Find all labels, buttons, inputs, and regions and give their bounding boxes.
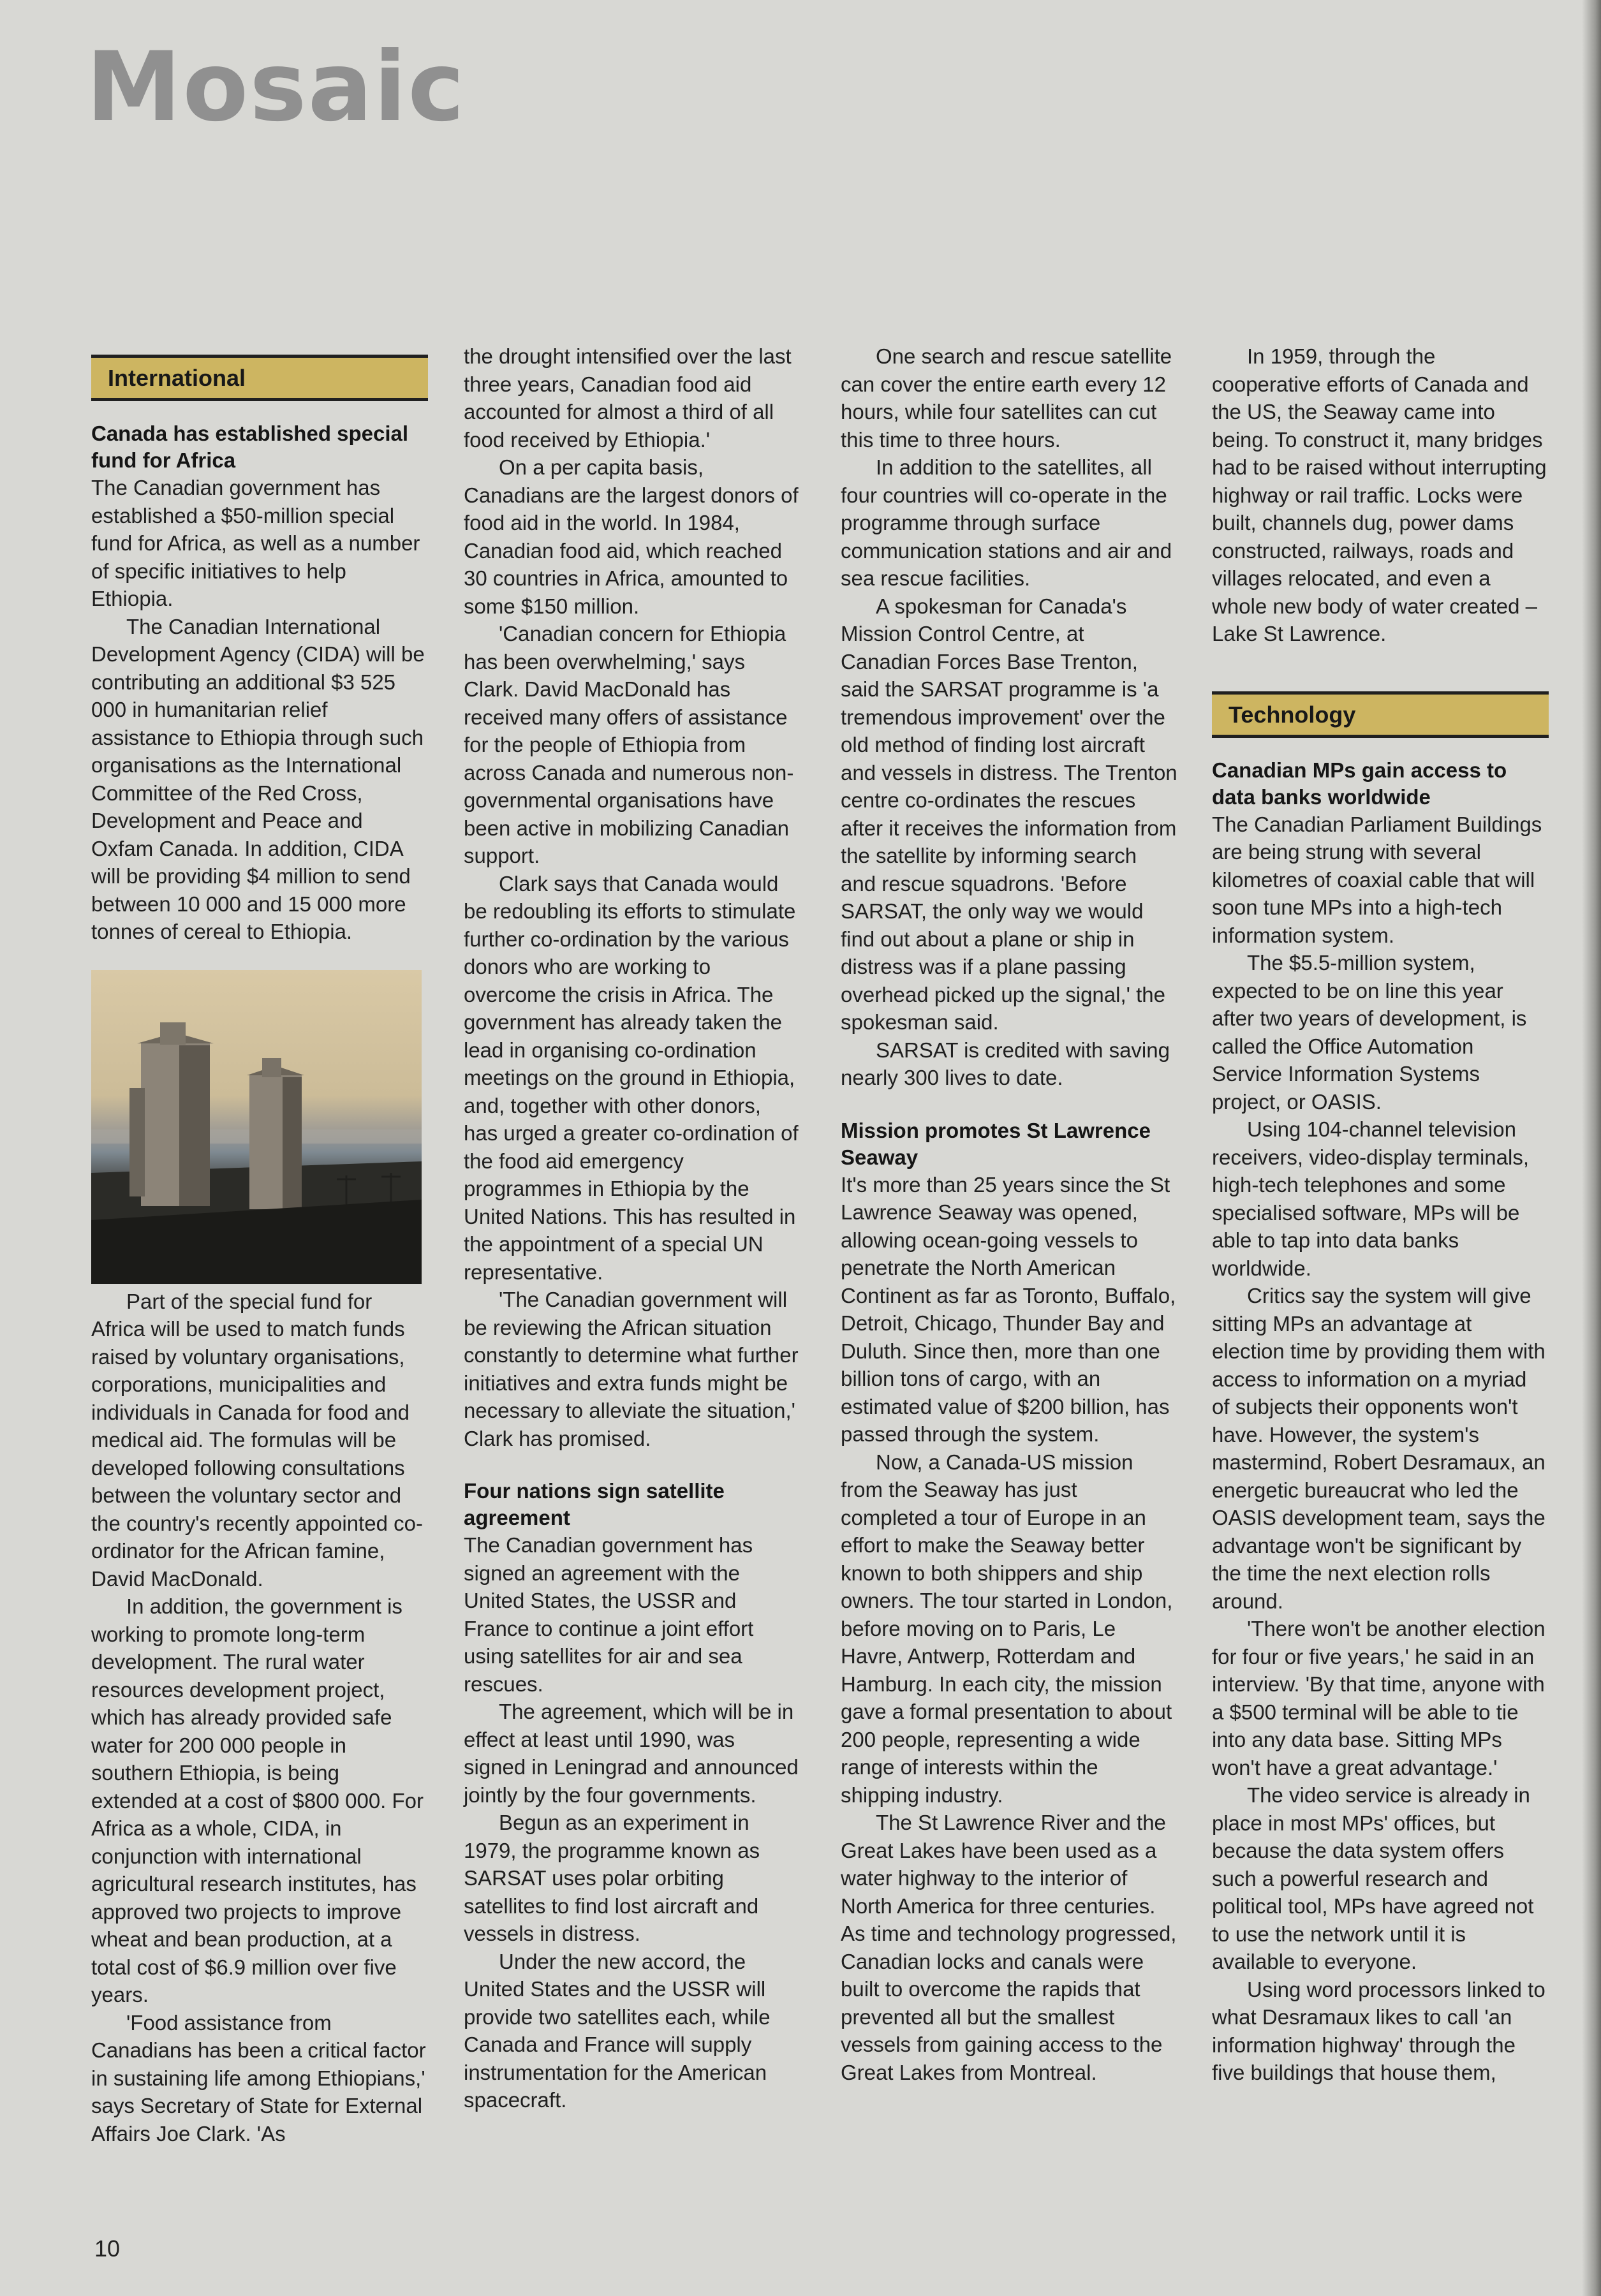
paragraph: Now, a Canada-US mission from the Seaway has just completed a tour of Europe in an effort to make the Seaway better known to both shippers and ship owners. The tour started in London, before moving on to Paris, Le Havre, Antwerp, Rotterdam and Hamburg. In each city, the mission gave a formal presentation to about 200 people, representing a wide range of interests within the shipping industry.	[841, 1450, 1173, 1807]
paragraph: Part of the special fund for Africa will be used to match funds raised by voluntary organisations, corporations, municipalities and individuals in Canada for food and medical aid. The formulas will be developed following consultations between the voluntary sector and the country's recently appointed co-ordinator for the African famine, David MacDonald.	[91, 1289, 423, 1591]
grain-elevators-illustration	[91, 970, 422, 1284]
column-3	[841, 342, 1177, 2086]
paragraph: Critics say the system will give sitting MPs an advantage at election time by providing them with access to information on a myriad of subjects their opponents won't have. However, the system's mastermind, Robert Desramaux, an energetic bureaucrat who led the OASIS development team, says the advantage won't be significant by the time the next election rolls around.	[1212, 1284, 1546, 1613]
paragraph: Using 104-channel television receivers, video-display terminals, high-tech telephones and some specialised software, MPs will be able to tap into data banks worldwide.	[1212, 1117, 1530, 1280]
masthead-title: Mosaic	[86, 32, 466, 143]
paragraph: In addition to the satellites, all four countries will co-operate in the programme through surface communication stations and air and sea rescue facilities.	[841, 455, 1172, 590]
column-1	[91, 355, 428, 2147]
paragraph: Begun as an experiment in 1979, the programme known as SARSAT uses polar orbiting satellites to find lost aircraft and vessels in distress.	[464, 1811, 760, 1945]
paragraph: 'The Canadian government will be reviewing the African situation constantly to determine what further initiatives and extra funds might be necessary to alleviate the situation,' Clark has promised.	[464, 1288, 799, 1450]
paragraph: The St Lawrence River and the Great Lakes have been used as a water highway to the interior of North America for three centuries. As time and technology progressed, Canadian locks and canals were built to overcome the rapids that prevented all but the smallest vessels from gaining access to the Great Lakes from Montreal.	[841, 1811, 1177, 2084]
paragraph: It's more than 25 years since the St Lawrence Seaway was opened, allowing ocean-going vessels to penetrate the North American Continent as far as Toronto, Buffalo, Detroit, Chicago, Thunder Bay and Duluth. Since then, more than one billion tons of cargo, with an estimated value of $200 billion, has passed through the system.	[841, 1172, 1176, 1446]
headline-africa: Canada has established special fund for Africa	[91, 422, 409, 472]
paragraph: 'There won't be another election for four or five years,' he said in an interview. 'By that time, anyone with a $500 terminal will be able to tie into any data base. Sitting MPs won't have a great advantage.'	[1212, 1617, 1546, 1779]
paragraph: Using word processors linked to what Desramaux likes to call 'an information highway' through the five buildings that house them,	[1212, 1977, 1546, 2084]
paragraph: 'Food assistance from Canadians has been a critical factor in sustaining life among Ethiopians,' says Secretary of State for External Affairs Joe Clark. 'As	[91, 2010, 426, 2145]
section-bar-technology: Technology	[1212, 691, 1549, 738]
paragraph: The Canadian government has established a $50-million special fund for Africa, as well as a number of specific initiatives to help Ethiopia.	[91, 476, 420, 610]
paragraph: The Canadian International Development Agency (CIDA) will be contributing an additional $3 525 000 in humanitarian relief assistance to Ethiopia through such organisations as the International Committee of the Red Cross, Development and Peace and Oxfam Canada. In addition, CIDA will be providing $4 million to send between 10 000 and 15 000 more tonnes of cereal to Ethiopia.	[91, 614, 425, 943]
section-bar-international: International	[91, 355, 428, 401]
headline-oasis: Canadian MPs gain access to data banks worldwide	[1212, 758, 1507, 809]
page-spine-shadow	[1582, 0, 1601, 2296]
grain-elevators-photo	[91, 970, 422, 1284]
paragraph: One search and rescue satellite can cover the entire earth every 12 hours, while four satellites can cut this time to three hours.	[841, 344, 1172, 452]
headline-satellite: Four nations sign satellite agreement	[464, 1479, 725, 1529]
paragraph: In 1959, through the cooperative efforts of Canada and the US, the Seaway came into being. To construct it, many bridges had to be raised without interrupting highway or rail traffic. Locks were built, channels dug, power dams constructed, railways, roads and villages relocated, and even a whole new body of water created – Lake St Lawrence.	[1212, 344, 1547, 645]
column-4	[1212, 342, 1549, 2087]
column-2	[464, 342, 801, 2114]
paragraph: 'Canadian concern for Ethiopia has been overwhelming,' says Clark. David MacDonald has received many offers of assistance for the people of Ethiopia from across Canada and numerous non-governmental organisations have been active in mobilizing Canadian support.	[464, 622, 794, 867]
page-number: 10	[94, 2235, 121, 2262]
paragraph: In addition, the government is working to promote long-term development. The rural water resources development project, which has already provided safe water for 200 000 people in southern Ethiopia, is being extended at a cost of $800 000. For Africa as a whole, CIDA, in conjunction with international agricultural research institutes, has approved two projects to improve wheat and bean production, at a total cost of $6.9 million over five years.	[91, 1594, 424, 2006]
paragraph: the drought intensified over the last three years, Canadian food aid accounted for almost a third of all food received by Ethiopia.'	[464, 344, 792, 452]
paragraph: On a per capita basis, Canadians are the largest donors of food aid in the world. In 1984, Canadian food aid, which reached 30 countries in Africa, amounted to some $150 million.	[464, 455, 799, 618]
paragraph: Clark says that Canada would be redoubling its efforts to stimulate further co-ordination by the various donors who are working to overcome the crisis in Africa. The government has already taken the lead in organising co-ordination meetings on the ground in Ethiopia, and, together with other donors, has urged a greater co-ordination of the food aid emergency programmes in Ethiopia by the United Nations. This has resulted in the appointment of a special UN representative.	[464, 871, 799, 1284]
headline-seaway: Mission promotes St Lawrence Seaway	[841, 1118, 1151, 1169]
paragraph: The Canadian Parliament Buildings are being strung with several kilometres of coaxial cable that will soon tune MPs into a high-tech information system.	[1212, 812, 1542, 947]
paragraph: The agreement, which will be in effect at least until 1990, was signed in Leningrad and announced jointly by the four governments.	[464, 1700, 799, 1807]
paragraph: The $5.5-million system, expected to be on line this year after two years of development, is called the Office Automation Service Information Systems project, or OASIS.	[1212, 951, 1527, 1114]
paragraph: The Canadian government has signed an agreement with the United States, the USSR and France to continue a joint effort using satellites for air and sea rescues.	[464, 1533, 754, 1696]
paragraph: SARSAT is credited with saving nearly 300 lives to date.	[841, 1038, 1170, 1089]
paragraph: A spokesman for Canada's Mission Control Centre, at Canadian Forces Base Trenton, said the SARSAT programme is 'a tremendous improvement' over the old method of finding lost aircraft and vessels in distress. The Trenton centre co-ordinates the rescues after it receives the information from the satellite by informing search and rescue squadrons. 'Before SARSAT, the only way we would find out about a plane or ship in distress was if a plane passing overhead picked up the signal,' the spokesman said.	[841, 594, 1177, 1034]
paragraph: The video service is already in place in most MPs' offices, but because the data system offers such a powerful research and political tool, MPs have agreed not to use the network until it is available to everyone.	[1212, 1783, 1534, 1973]
paragraph: Under the new accord, the United States and the USSR will provide two satellites each, while Canada and France will supply instrumentation for the American spacecraft.	[464, 1949, 771, 2112]
